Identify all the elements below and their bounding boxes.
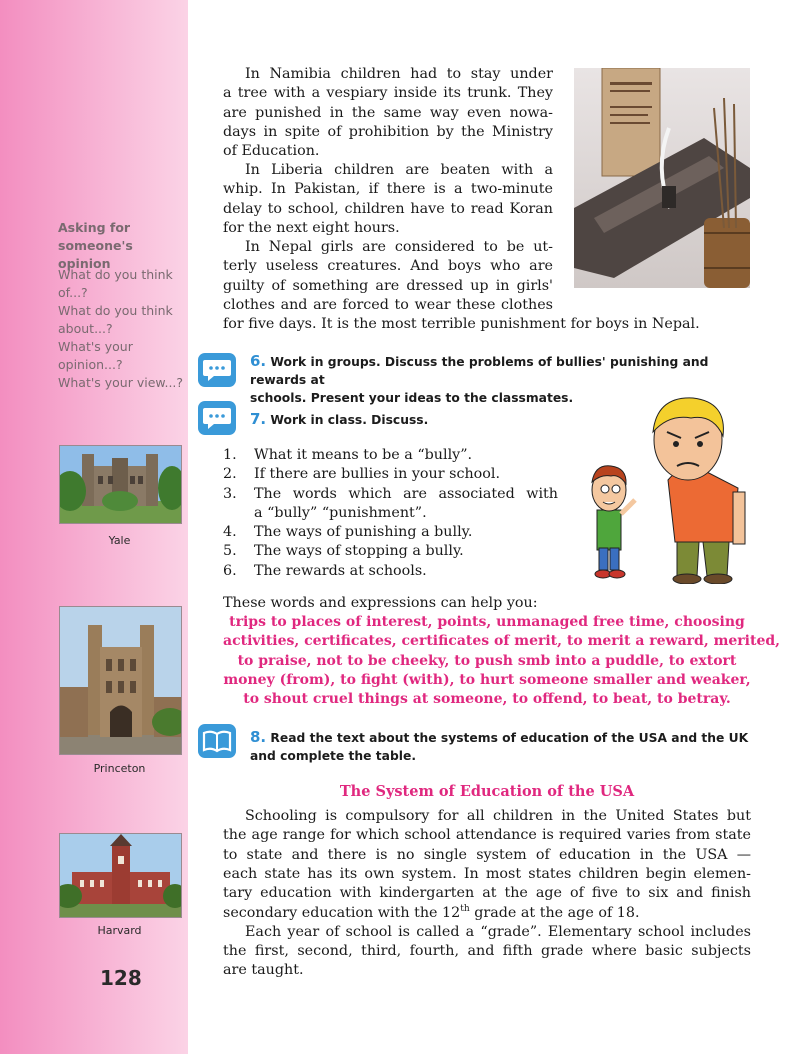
task-instruction: Work in class. Discuss. [270, 413, 429, 427]
text-fragment: grade at the age of 18. [469, 905, 640, 921]
intro-paragraph-1 [223, 65, 553, 161]
text-line: the age range for which school attendance is required varies from state [223, 827, 751, 844]
yale-photo [59, 445, 182, 524]
caption-yale: Yale [108, 534, 131, 547]
text-line: Each year of school is called a “grade”. Elementary school includes [245, 924, 751, 940]
help-intro: These words and expressions can help you: [223, 595, 538, 611]
item-number: 1. [223, 447, 237, 463]
list-item [223, 446, 558, 465]
phrase: about...? [58, 321, 113, 336]
princeton-photo [59, 606, 182, 755]
item-text: If there are bullies in your school. [254, 466, 501, 483]
vocab-line: to praise, not to be cheeky, to push smb into a puddle, to extort [237, 652, 737, 669]
text-line: In Liberia children are beaten with a [245, 162, 553, 178]
task-8 [250, 728, 750, 765]
opinion-phrases [58, 266, 186, 392]
text-line: a tree with a vespiary inside its trunk. They [223, 85, 553, 102]
reading-paragraph-2-last: are taught. [223, 962, 304, 978]
list-item [223, 542, 558, 561]
vocab-line: activities, certificates, certificates of merit, to merit a reward, merited, [223, 633, 781, 650]
task-instruction: schools. Present your ideas to the classmates. [250, 391, 574, 405]
phrase: What do you think [58, 267, 173, 282]
page-number: 128 [100, 966, 142, 990]
item-number: 6. [223, 562, 237, 579]
phrase: What's your [58, 339, 133, 354]
text-line: clothes and are forced to wear these clothes [223, 296, 553, 313]
list-item [223, 562, 558, 581]
item-text: The rewards at schools. [254, 562, 427, 579]
text-line: for the next eight hours. [223, 219, 400, 236]
caption-harvard: Harvard [97, 924, 142, 937]
phrase: What's your view...? [58, 375, 184, 390]
item-number: 4. [223, 524, 237, 541]
discussion-icon [198, 401, 236, 435]
reading-paragraph-2 [223, 923, 751, 962]
task-instruction: Read the text about the systems of education of the USA and the UK [270, 731, 749, 745]
task-number: 6. [250, 352, 267, 370]
text-line: terly useless creatures. And boys who are [223, 258, 553, 275]
harvard-photo [59, 833, 182, 918]
intro-paragraph-3 [223, 238, 553, 315]
text-line: of Education. [223, 143, 320, 160]
superscript: th [460, 904, 470, 915]
item-text: The words which are associated with [254, 485, 558, 502]
text-line: Schooling is compulsory for all children in the United States but [245, 808, 751, 824]
task-instruction: Work in groups. Discuss the problems of bullies' punishing and rewards at [250, 355, 709, 387]
item-text: The ways of punishing a bully. [254, 524, 473, 541]
caption-princeton: Princeton [93, 762, 146, 775]
text-line: the first, second, third, fourth, and fifth grade where basic subjects [223, 943, 751, 960]
text-line: In Nepal girls are considered to be ut- [245, 239, 553, 255]
task-number: 7. [250, 410, 267, 428]
vocab-line: trips to places of interest, points, unmanaged free time, choosing [229, 614, 745, 630]
reading-book-icon [198, 724, 236, 758]
item-text: a “bully” “punishment”. [254, 504, 427, 521]
text-line: are punished in the same way even nowa- [223, 104, 553, 121]
bully-cartoon [573, 392, 753, 584]
phrase: opinion...? [58, 357, 123, 372]
vocab-line: to shout cruel things at someone, to offend, to beat, to betray. [243, 691, 731, 708]
text-line: guilty of something are dressed up in girls' [223, 277, 553, 294]
text-fragment: secondary education with the 12 [223, 905, 461, 921]
reading-title: The System of Education of the USA [339, 783, 635, 800]
desk-illustration [574, 68, 750, 288]
text-line: tary education with kindergarten at the age of five to six and finish [223, 885, 751, 902]
task-number: 8. [250, 728, 267, 746]
text-line: to state and there is no single system of education in the USA — [223, 846, 751, 863]
item-number: 2. [223, 466, 237, 483]
sidebar-heading [58, 219, 186, 273]
intro-paragraph-3-last: for five days. It is the most terrible punishment for boys in Nepal. [223, 316, 700, 332]
discussion-list [223, 446, 558, 581]
text-line: whip. In Pakistan, if there is a two-minute [223, 181, 553, 198]
vocab-line: money (from), to fight (with), to hurt someone smaller and weaker, [223, 671, 751, 688]
phrase: What do you think [58, 303, 173, 318]
list-item [223, 465, 558, 484]
reading-paragraph-1 [223, 807, 751, 903]
phrase: of...? [58, 285, 88, 300]
discussion-icon [198, 353, 236, 387]
item-number: 5. [223, 543, 237, 560]
intro-paragraph-2 [223, 161, 553, 238]
task-instruction: and complete the table. [250, 749, 417, 763]
sidebar-heading-line: Asking for [58, 220, 131, 235]
text-line: delay to school, children have to read Koran [223, 200, 553, 217]
list-item [223, 485, 558, 524]
vocabulary-list [223, 613, 781, 709]
sidebar-heading-line: someone's opinion [58, 238, 133, 271]
list-item [223, 523, 558, 542]
item-number: 3. [223, 485, 237, 502]
item-text: What it means to be a “bully”. [254, 447, 473, 463]
item-text: The ways of stopping a bully. [254, 543, 464, 560]
text-line: each state has its own system. In most states children begin elemen- [223, 865, 751, 882]
text-line: In Namibia children had to stay under [245, 66, 553, 82]
reading-paragraph-1-last [223, 904, 640, 923]
text-line: days in spite of prohibition by the Ministry [223, 123, 553, 140]
